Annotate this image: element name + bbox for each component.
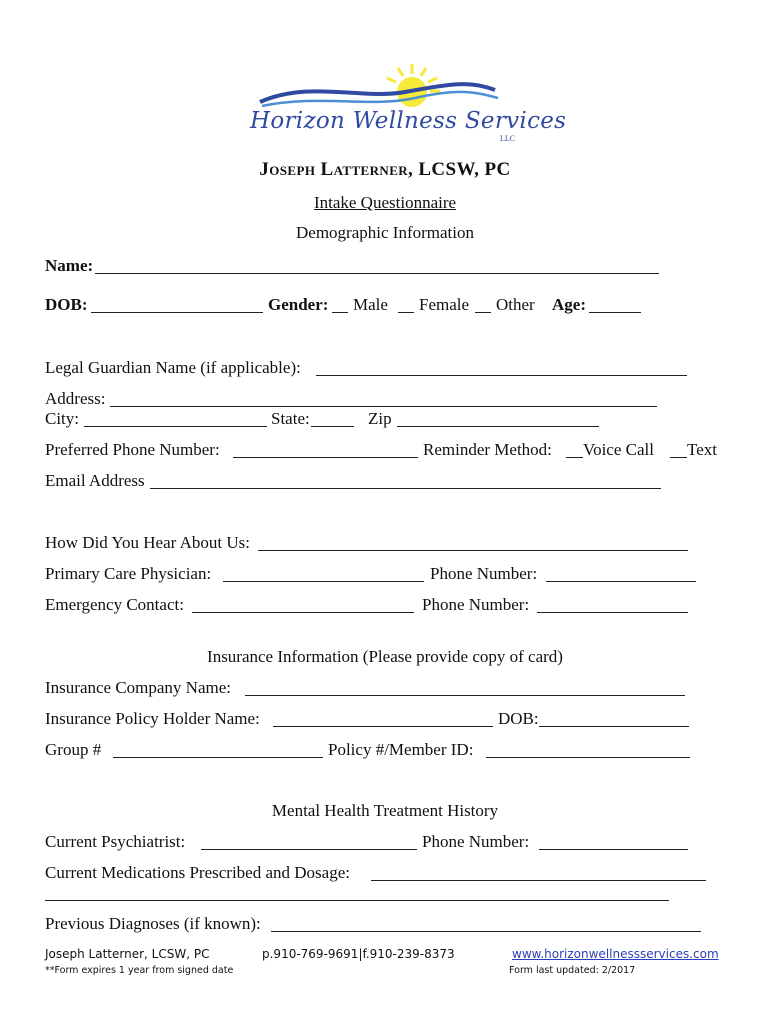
voice-call-label: Voice Call (583, 440, 654, 459)
zip-field[interactable] (397, 426, 599, 427)
group-number-label: Group # (45, 740, 102, 759)
diagnoses-label: Previous Diagnoses (if known): (45, 914, 261, 933)
name-field[interactable] (95, 273, 659, 274)
city-state-zip-row (45, 409, 725, 433)
text-label: Text (687, 440, 717, 459)
medications-field[interactable] (371, 880, 706, 881)
insurance-company-row (45, 678, 725, 702)
state-label: State: (271, 409, 310, 428)
footer-website-link[interactable]: www.horizonwellnessservices.com (512, 947, 719, 961)
email-field[interactable] (150, 488, 661, 489)
referral-source-row (45, 533, 725, 557)
psychiatrist-label: Current Psychiatrist: (45, 832, 186, 851)
pcp-field[interactable] (223, 581, 424, 582)
phone-reminder-row (45, 440, 725, 464)
psychiatrist-phone-field[interactable] (539, 849, 688, 850)
footer-last-updated: Form last updated: 2/2017 (509, 965, 636, 976)
address-label: Address: (45, 389, 106, 408)
gender-female-label: Female (419, 295, 470, 314)
city-label: City: (45, 409, 80, 428)
referral-source-label: How Did You Hear About Us: (45, 533, 250, 552)
name-row (45, 256, 725, 280)
group-policy-row (45, 740, 725, 764)
emergency-contact-label: Emergency Contact: (45, 595, 184, 614)
dob-label: DOB: (45, 295, 88, 314)
pcp-phone-field[interactable] (546, 581, 696, 582)
referral-source-field[interactable] (258, 550, 688, 551)
preferred-phone-label: Preferred Phone Number: (45, 440, 220, 459)
insurance-company-field[interactable] (245, 695, 685, 696)
footer-expiry-note: **Form expires 1 year from signed date (45, 965, 234, 976)
policy-holder-dob-label: DOB: (498, 709, 539, 728)
section-title-mental-health: Mental Health Treatment History (271, 801, 499, 820)
policy-holder-dob-field[interactable] (539, 726, 689, 727)
guardian-label: Legal Guardian Name (if applicable): (45, 358, 301, 377)
horizon-wellness-logo (240, 62, 567, 154)
medications-field-continued[interactable] (45, 900, 669, 901)
diagnoses-row (45, 914, 725, 938)
gender-female-blank[interactable] (398, 312, 414, 313)
gender-other-blank[interactable] (475, 312, 491, 313)
email-label: Email Address (45, 471, 145, 490)
section-title-demographic: Demographic Information (296, 223, 474, 242)
dob-gender-age-row (45, 295, 725, 319)
age-field[interactable] (589, 312, 641, 313)
group-number-field[interactable] (113, 757, 323, 758)
footer-provider: Joseph Latterner, LCSW, PC (45, 947, 210, 961)
gender-male-blank[interactable] (332, 312, 348, 313)
preferred-phone-field[interactable] (233, 457, 418, 458)
address-field[interactable] (110, 406, 657, 407)
emergency-contact-field[interactable] (192, 612, 414, 613)
reminder-method-label: Reminder Method: (423, 440, 552, 459)
dob-field[interactable] (91, 312, 263, 313)
logo-llc-text: LLC (500, 134, 516, 143)
email-row (45, 471, 725, 495)
policy-holder-row (45, 709, 725, 733)
insurance-company-label: Insurance Company Name: (45, 678, 231, 697)
city-field[interactable] (84, 426, 267, 427)
voice-call-blank[interactable] (566, 457, 583, 458)
logo-brand-text: Horizon Wellness Services (250, 108, 567, 134)
gender-label: Gender: (268, 295, 329, 314)
zip-label: Zip (368, 409, 392, 428)
page-footer (45, 947, 725, 987)
age-label: Age: (552, 295, 586, 314)
psychiatrist-row (45, 832, 725, 856)
medications-label: Current Medications Prescribed and Dosage: (45, 863, 350, 882)
emergency-phone-field[interactable] (537, 612, 688, 613)
guardian-row (45, 358, 725, 382)
guardian-field[interactable] (316, 375, 687, 376)
emergency-contact-row (45, 595, 725, 619)
pcp-row (45, 564, 725, 588)
emergency-phone-label: Phone Number: (422, 595, 530, 614)
pcp-label: Primary Care Physician: (45, 564, 212, 583)
provider-heading: Joseph Latterner, LCSW, PC (259, 159, 511, 180)
psychiatrist-phone-label: Phone Number: (422, 832, 530, 851)
policy-holder-field[interactable] (273, 726, 493, 727)
member-id-label: Policy #/Member ID: (328, 740, 474, 759)
policy-holder-label: Insurance Policy Holder Name: (45, 709, 260, 728)
psychiatrist-field[interactable] (201, 849, 417, 850)
text-blank[interactable] (670, 457, 687, 458)
section-title-insurance: Insurance Information (Please provide copy of card) (207, 647, 563, 666)
name-label: Name: (45, 256, 94, 275)
state-field[interactable] (311, 426, 354, 427)
footer-contact: p.910-769-9691|f.910-239-8373 (262, 947, 455, 961)
medications-row (45, 863, 725, 887)
diagnoses-field[interactable] (271, 931, 701, 932)
gender-male-label: Male (353, 295, 388, 314)
gender-other-label: Other (496, 295, 535, 314)
form-title: Intake Questionnaire (313, 193, 457, 212)
member-id-field[interactable] (486, 757, 690, 758)
pcp-phone-label: Phone Number: (430, 564, 538, 583)
